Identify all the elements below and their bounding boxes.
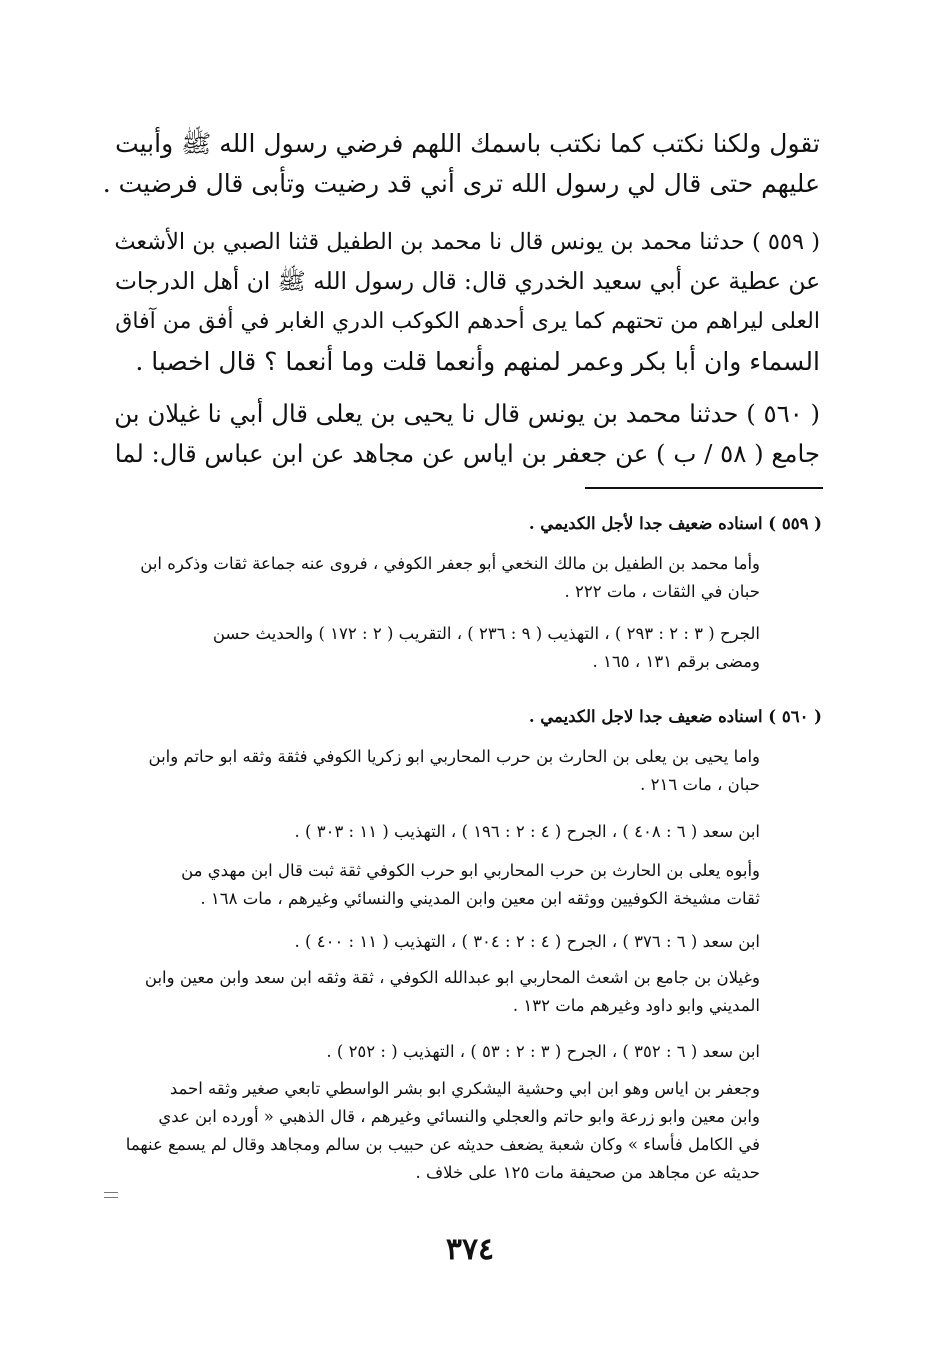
footnote-line: حبان ، مات ٢١٦ . [640,775,760,794]
text-line: عن عطية عن أبي سعيد الخدري قال: قال رسول الله ﷺ ان أهل الدرجات [114,268,820,295]
footnote-560-paragraph-2 [120,818,760,846]
page-number: ٣٧٤ [445,1232,495,1267]
hadith-559-paragraph [100,222,820,382]
text-line: العلى ليراهم من تحتهم كما يرى أحدهم الكوكب الدري الغابر في أفق من آفاق [115,309,820,334]
footnote-560-heading: ( ٥٦٠ ) اسناده ضعيف جدا لاجل الكديمي . [528,707,822,726]
text-line: ( ٥٥٩ ) حدثنا محمد بن يونس قال نا محمد بن الطفيل قثنا الصبي بن الأشعث [114,229,820,255]
intro-paragraph [100,124,820,204]
text-line: جامع ( ٥٨ / ب ) عن جعفر بن اياس عن مجاهد عن ابن عباس قال: لما [114,439,820,468]
footnote-line: وغيلان بن جامع بن اشعث المحاربي ابو عبدالله الكوفي ، ثقة وثقه ابن سعد وابن معين وابن [144,968,760,987]
text-line: تقول ولكنا نكتب كما نكتب باسمك اللهم فرضي رسول الله ﷺ وأبيت [115,129,820,158]
footnote-560-paragraph-1 [120,743,760,799]
footnote-line: حبان في الثقات ، مات ٢٢٢ . [564,582,760,601]
footnote-560-paragraph-7 [120,1075,760,1187]
footnote-559-paragraph-2 [120,620,760,676]
footnote-divider [585,487,823,489]
footnote-line: المديني وابو داود وغيرهم مات ١٣٢ . [512,996,760,1015]
footnote-line: ومضى برقم ١٣١ ، ١٦٥ . [592,652,760,671]
footnote-line: ابن سعد ( ٦ : ٣٧٦ ) ، الجرح ( ٤ : ٢ : ٣٠٤ ) ، التهذيب ( ١١ : ٤٠٠ ) . [294,932,760,951]
text-line: ( ٥٦٠ ) حدثنا محمد بن يونس قال نا يحيى بن يعلى قال أبي نا غيلان بن [114,399,820,428]
text-line: عليهم حتى قال لي رسول الله ترى أني قد رضيت وتأبى قال فرضيت . [102,169,820,198]
footnote-line: حديثه عن مجاهد من صحيفة مات ١٢٥ على خلاف . [415,1163,760,1182]
footnote-560-paragraph-4 [120,928,760,956]
footnote-line: ابن سعد ( ٦ : ٤٠٨ ) ، الجرح ( ٤ : ٢ : ١٩٦ ) ، التهذيب ( ١١ : ٣٠٣ ) . [294,822,760,841]
footnote-line: في الكامل فأساء » وكان شعبة يضعف حديثه عن حبيب بن سالم ومجاهد وقال لم يسمع عنهما [125,1135,760,1154]
hadith-560-paragraph [100,394,820,474]
footnote-559-paragraph-1 [120,550,760,606]
footnote-line: وابن معين وابو زرعة وابو حاتم والعجلي والنسائي وغيرهم ، قال الذهبي « أورده ابن عدي [158,1107,760,1126]
margin-mark [104,1192,118,1198]
footnote-560-paragraph-3 [120,857,760,913]
footnote-line: الجرح ( ٣ : ٢ : ٢٩٣ ) ، التهذيب ( ٩ : ٢٣٦ ) ، التقريب ( ٢ : ١٧٢ ) والحديث حسن [212,624,760,643]
footnote-line: وأبوه يعلى بن الحارث بن حرب المحاربي ابو حرب الكوفي ثقة ثبت قال ابن مهدي من [181,861,760,880]
text-line: السماء وان أبا بكر وعمر لمنهم وأنعما قلت وما أنعما ؟ قال اخصبا . [135,347,820,376]
footnote-560-paragraph-6 [120,1038,760,1066]
footnote-line: وجعفر بن اياس وهو ابن ابي وحشية اليشكري ابو بشر الواسطي تابعي صغير وثقه احمد [169,1079,760,1098]
footnote-line: ثقات مشيخة الكوفيين ووثقه ابن معين وابن المديني والنسائي وغيرهم ، مات ١٦٨ . [200,889,760,908]
footnote-559-heading: ( ٥٥٩ ) اسناده ضعيف جدا لأجل الكديمي . [528,514,822,533]
footnote-560-paragraph-5 [120,964,760,1020]
footnote-line: واما يحيى بن يعلى بن الحارث بن حرب المحاربي ابو زكريا الكوفي فثقة وثقه ابو حاتم وابن [148,747,760,766]
footnote-line: ابن سعد ( ٦ : ٣٥٢ ) ، الجرح ( ٣ : ٢ : ٥٣ ) ، التهذيب ( : ٢٥٢ ) . [326,1042,760,1061]
footnote-line: وأما محمد بن الطفيل بن مالك النخعي أبو جعفر الكوفي ، فروى عنه جماعة ثقات وذكره ابن [140,554,760,573]
